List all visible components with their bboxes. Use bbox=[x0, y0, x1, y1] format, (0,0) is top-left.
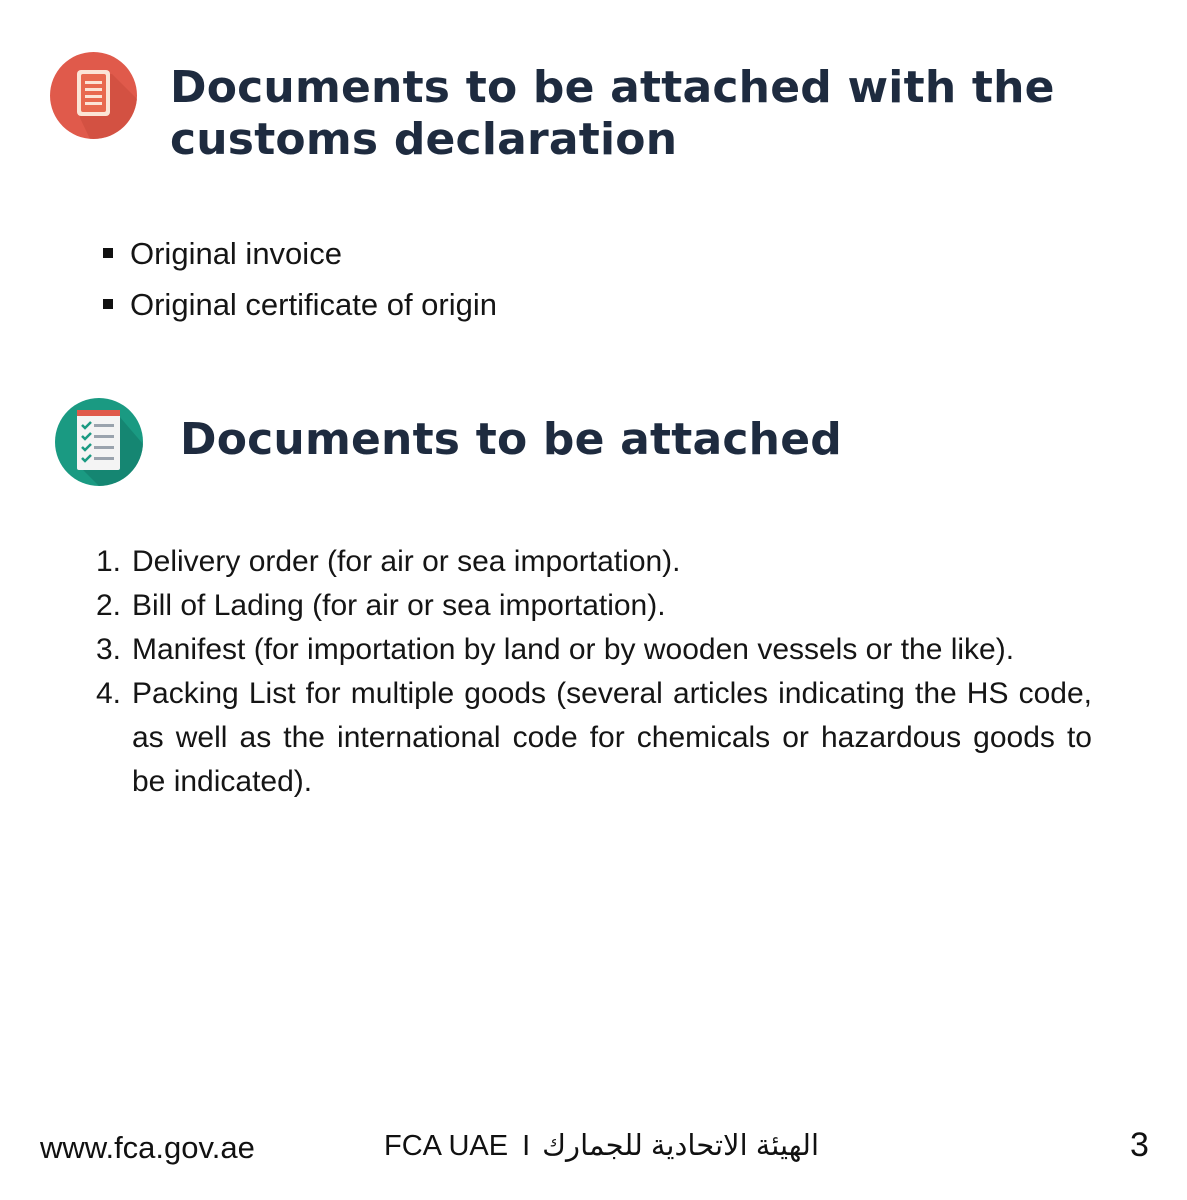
section-title-customs-declaration: Documents to be attached with the customs declaration bbox=[170, 62, 1055, 165]
list-item: 3. Manifest (for importation by land or by wooden vessels or the like). bbox=[96, 633, 1015, 666]
page-number: 3 bbox=[1130, 1126, 1149, 1164]
checklist-icon bbox=[55, 398, 143, 486]
document-icon bbox=[50, 52, 137, 139]
customs-documents-list bbox=[100, 228, 497, 330]
list-item: 1. Delivery order (for air or sea importation). bbox=[96, 545, 681, 578]
bullet-square-icon bbox=[103, 299, 113, 309]
footer-separator: I bbox=[522, 1130, 531, 1162]
list-item: Original certificate of origin bbox=[100, 279, 497, 330]
org-name-arabic: الهيئة الاتحادية للجمارك bbox=[542, 1130, 820, 1162]
list-item: 2. Bill of Lading (for air or sea importation). bbox=[96, 589, 666, 622]
list-item: Original invoice bbox=[100, 228, 497, 279]
attached-documents-list bbox=[96, 540, 1092, 804]
footer-organization bbox=[384, 1128, 819, 1163]
section-title-documents-attached: Documents to be attached bbox=[180, 414, 842, 465]
list-item: 4. Packing List for multiple goods (several articles indicating the HS code, as well as the international code for chemicals or hazardous goods to be indicated). bbox=[96, 677, 1092, 798]
bullet-square-icon bbox=[103, 248, 113, 258]
website-link[interactable]: www.fca.gov.ae bbox=[40, 1130, 255, 1165]
org-name-english: FCA UAE bbox=[384, 1130, 509, 1162]
